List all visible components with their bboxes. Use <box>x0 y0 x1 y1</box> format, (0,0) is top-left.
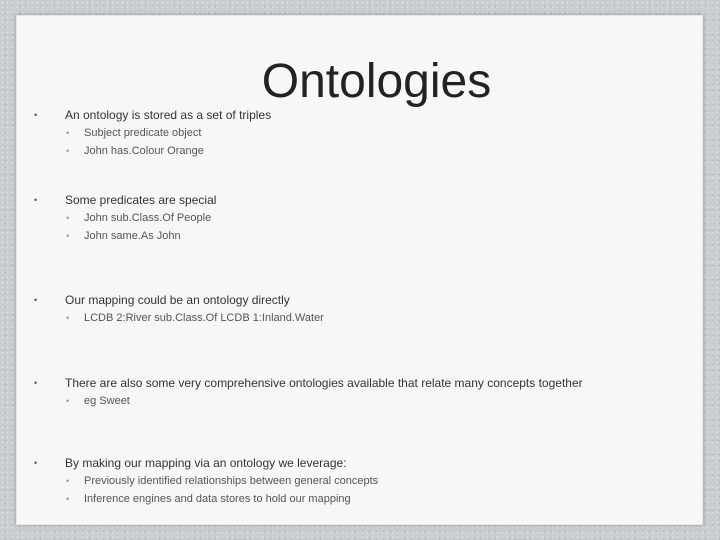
sub-bullet-text: LCDB 2:River sub.Class.Of LCDB 1:Inland.Water <box>84 312 324 324</box>
sub-bullet-icon: • <box>66 128 70 138</box>
sub-bullet-text: John has.Colour Orange <box>84 145 204 157</box>
sub-bullet-text: Inference engines and data stores to hold our mapping <box>84 493 351 505</box>
sub-bullet-icon: • <box>66 213 70 223</box>
sub-bullet-text: eg Sweet <box>84 395 130 407</box>
sub-bullet-item <box>17 312 703 325</box>
bullet-text: An ontology is stored as a set of triples <box>65 108 272 122</box>
sub-bullet-icon: • <box>66 231 70 241</box>
sub-bullet-icon: • <box>66 476 70 486</box>
sub-bullet-item <box>17 493 703 506</box>
sub-bullet-item <box>17 212 703 225</box>
slide-title: Ontologies <box>261 55 492 108</box>
bullet-icon: • <box>34 110 38 120</box>
bullet-item <box>17 377 625 390</box>
bullet-block-5 <box>17 457 703 506</box>
bullet-item <box>17 109 625 122</box>
bullet-block-3 <box>17 294 703 325</box>
bullet-icon: • <box>34 295 38 305</box>
bullet-text: By making our mapping via an ontology we leverage: <box>65 456 347 470</box>
sub-bullet-text: Subject predicate object <box>84 127 202 139</box>
sub-bullet-item <box>17 475 703 488</box>
bullet-block-1 <box>17 109 703 158</box>
bullet-item <box>17 194 625 207</box>
bullet-block-4 <box>17 377 703 408</box>
sub-bullet-icon: • <box>66 396 70 406</box>
bullet-text: There are also some very comprehensive ontologies available that relate many concepts together <box>65 376 583 390</box>
sub-bullet-item <box>17 230 703 243</box>
bullet-icon: • <box>34 378 38 388</box>
sub-bullet-icon: • <box>66 313 70 323</box>
bullet-block-2 <box>17 194 703 243</box>
bullet-text: Our mapping could be an ontology directly <box>65 293 290 307</box>
bullet-item <box>17 457 625 470</box>
sub-bullet-item <box>17 395 703 408</box>
bullet-item <box>17 294 625 307</box>
sub-bullet-text: John same.As John <box>84 230 181 242</box>
sub-bullet-icon: • <box>66 494 70 504</box>
bullet-icon: • <box>34 458 38 468</box>
sub-bullet-text: John sub.Class.Of People <box>84 212 212 224</box>
sub-bullet-item <box>17 145 703 158</box>
bullet-icon: • <box>34 195 38 205</box>
sub-bullet-icon: • <box>66 146 70 156</box>
bullet-text: Some predicates are special <box>65 193 217 207</box>
slide <box>16 15 703 525</box>
sub-bullet-text: Previously identified relationships between general concepts <box>84 475 379 487</box>
sub-bullet-item <box>17 127 703 140</box>
